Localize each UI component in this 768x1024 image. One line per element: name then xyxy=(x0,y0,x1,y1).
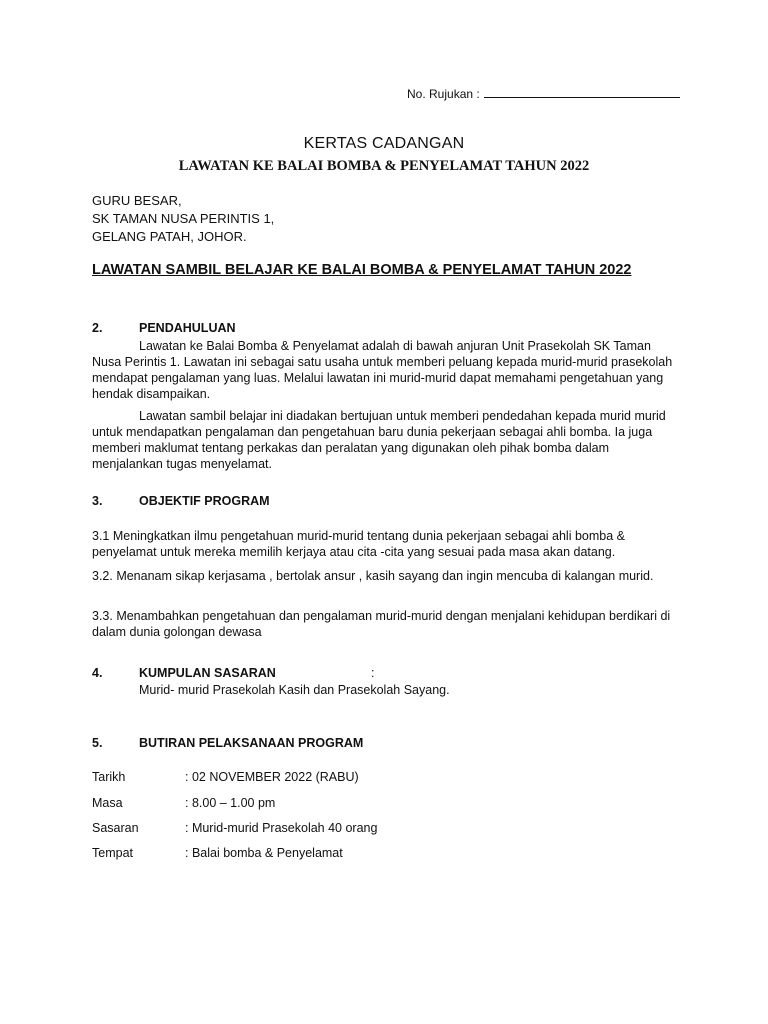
section-title: OBJEKTIF PROGRAM xyxy=(139,494,270,508)
detail-label-time: Masa xyxy=(92,796,123,810)
section-number: 3. xyxy=(92,494,103,508)
objective-item: 3.3. Menambahkan pengetahuan dan pengalaman murid-murid dengan menjalani kehidupan berdikari di dalam dunia golongan dewasa xyxy=(92,609,671,639)
paragraph-text: Lawatan ke Balai Bomba & Penyelamat adalah di bawah anjuran Unit Prasekolah SK Taman Nusa Perintis 1. Lawatan ini sebagai satu usaha untuk memberi peluang kepada murid-murid prasekolah mendapat pengalaman yang luas. Melalui lawatan ini murid-murid dapat memahami pengetahuan yang hendak disampaikan. xyxy=(92,339,673,401)
recipient-line: GELANG PATAH, JOHOR. xyxy=(92,229,247,244)
paragraph-text: Lawatan sambil belajar ini diadakan bertujuan untuk memberi pendedahan kepada murid murid untuk mendapatkan pengalaman dan pengetahuan baru dunia pekerjaan sebagai ahli bomba. Ia juga memberi maklumat tentang perkakas dan peralatan yang digunakan oleh pihak bomba dalam menjalankan tugas menyelamat. xyxy=(92,409,666,471)
reference-label: No. Rujukan : xyxy=(407,87,480,101)
detail-label-date: Tarikh xyxy=(92,770,126,784)
detail-value-date: : 02 NOVEMBER 2022 (RABU) xyxy=(185,770,359,784)
detail-label-target: Sasaran xyxy=(92,821,139,835)
recipient-line: GURU BESAR, xyxy=(92,193,182,208)
detail-value-time: : 8.00 – 1.00 pm xyxy=(185,796,276,810)
detail-label-venue: Tempat xyxy=(92,846,133,860)
target-group-colon: : xyxy=(371,666,375,680)
reference-line xyxy=(407,87,680,101)
detail-value-venue: : Balai bomba & Penyelamat xyxy=(185,846,343,860)
reference-blank-line xyxy=(484,87,680,98)
document-subtitle: LAWATAN KE BALAI BOMBA & PENYELAMAT TAHUN 2022 xyxy=(178,158,590,174)
document-title: KERTAS CADANGAN xyxy=(303,135,465,152)
section-title: KUMPULAN SASARAN xyxy=(139,666,276,680)
recipient-line: SK TAMAN NUSA PERINTIS 1, xyxy=(92,211,275,226)
objective-item: 3.1 Meningkatkan ilmu pengetahuan murid-murid tentang dunia pekerjaan sebagai ahli bomba & penyelamat untuk mereka memilih kerjaya atau cita -cita yang sesuai pada masa akan datang. xyxy=(92,529,625,559)
paragraph xyxy=(92,408,682,472)
detail-value-target: : Murid-murid Prasekolah 40 orang xyxy=(185,821,378,835)
section-number: 4. xyxy=(92,666,103,680)
section-number: 5. xyxy=(92,736,103,750)
main-heading xyxy=(92,260,652,281)
objective-item: 3.2. Menanam sikap kerjasama , bertolak ansur , kasih sayang dan ingin mencuba di kalangan murid. xyxy=(92,569,654,583)
target-group-text: Murid- murid Prasekolah Kasih dan Prasekolah Sayang. xyxy=(139,683,450,697)
section-title: PENDAHULUAN xyxy=(139,321,236,335)
section-title: BUTIRAN PELAKSANAAN PROGRAM xyxy=(139,736,364,750)
section-number: 2. xyxy=(92,321,103,335)
main-heading-text: LAWATAN SAMBIL BELAJAR KE BALAI BOMBA & PENYELAMAT TAHUN 2022 xyxy=(92,262,632,278)
paragraph xyxy=(92,338,682,402)
